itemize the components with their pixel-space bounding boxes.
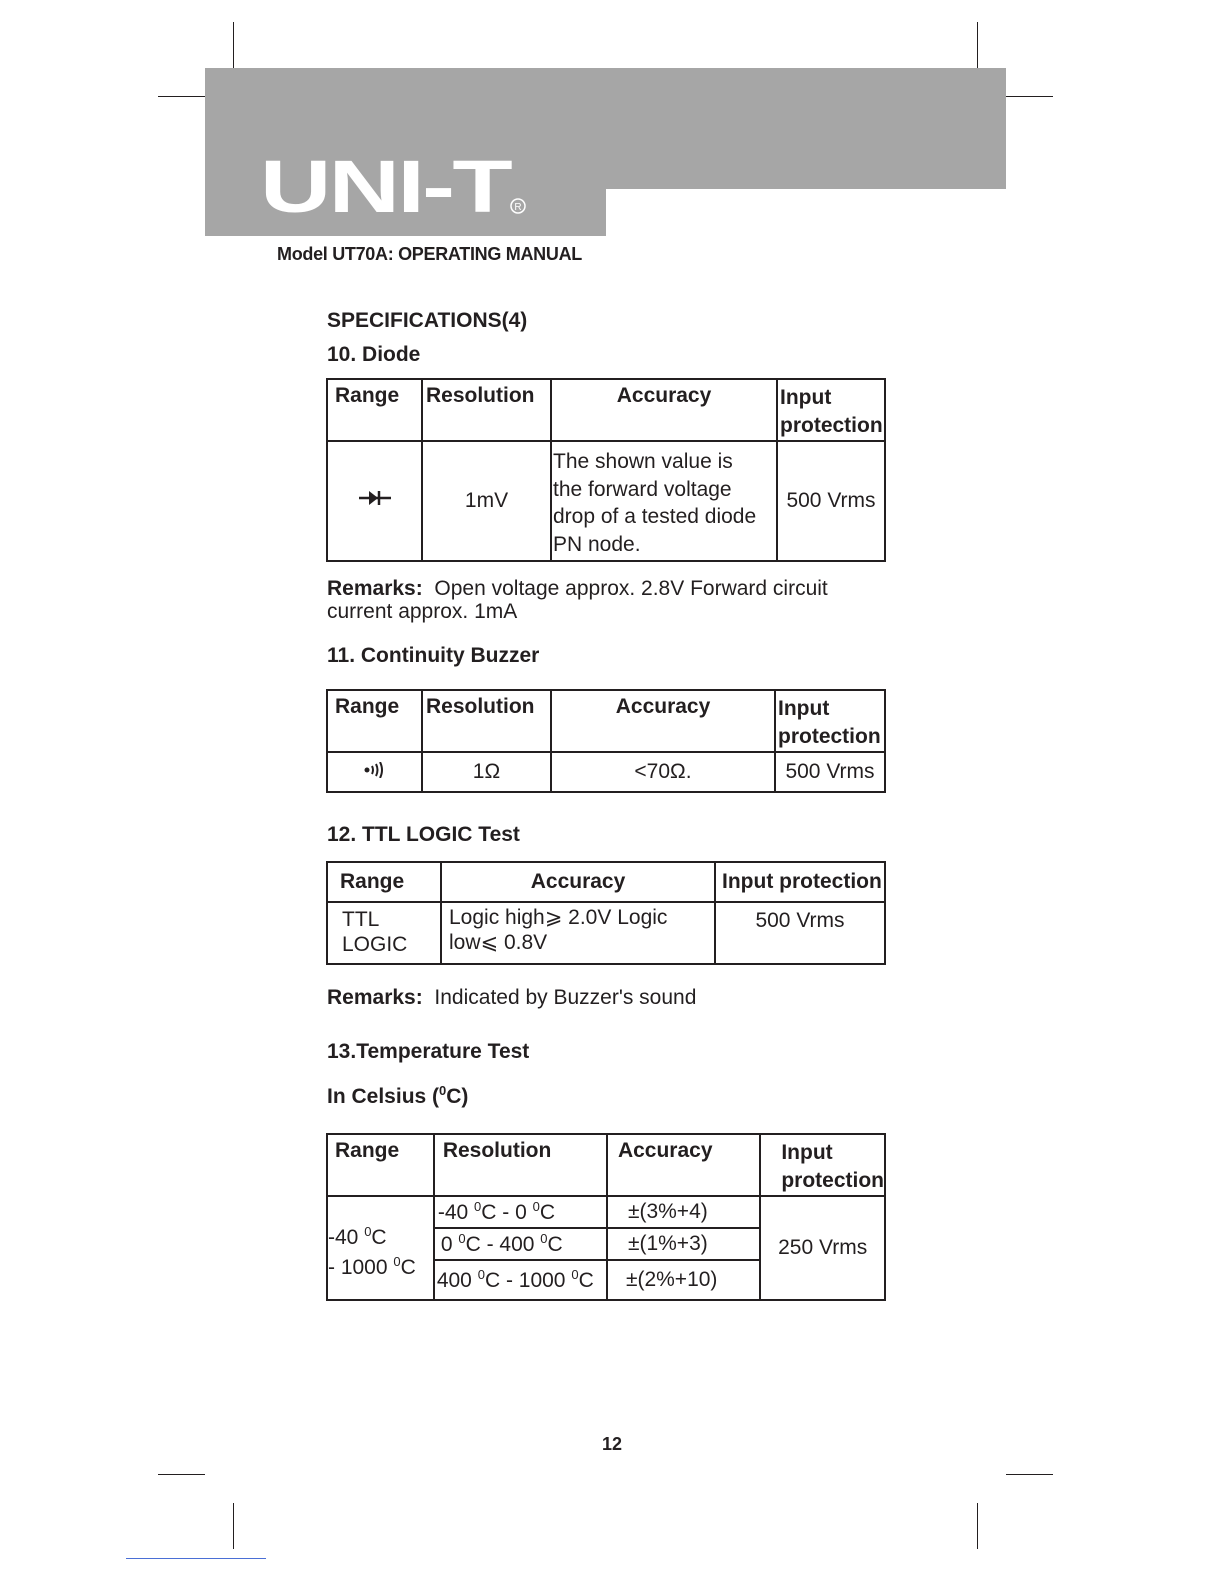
table-header-row xyxy=(327,690,885,752)
temperature-table xyxy=(326,1133,886,1301)
range-cell xyxy=(327,1196,434,1300)
accuracy-cell: ±(3%+4) xyxy=(607,1196,760,1228)
range-cell xyxy=(327,441,422,561)
accuracy-cell: <70Ω. xyxy=(551,752,775,792)
accuracy-cell xyxy=(441,902,715,964)
accuracy-line: low⩽ 0.8V xyxy=(449,931,548,954)
accuracy-line: Logic high⩾ 2.0V Logic xyxy=(449,906,668,929)
temperature-subheading: In Celsius ($^0$C) xyxy=(327,1083,469,1108)
accuracy-line: The shown value is xyxy=(553,450,733,473)
crop-mark xyxy=(1006,96,1053,97)
header-accuracy: Accuracy xyxy=(607,1134,760,1196)
header-input-line1: Input xyxy=(778,697,830,720)
accuracy-cell: ±(1%+3) xyxy=(607,1228,760,1260)
header-range: Range xyxy=(327,1134,434,1196)
header-accuracy: Accuracy xyxy=(441,862,715,902)
accuracy-line: drop of a tested diode xyxy=(553,505,757,528)
crop-mark xyxy=(158,96,205,97)
accuracy-line: PN node. xyxy=(553,532,641,556)
resolution-cell: 1Ω xyxy=(422,752,551,792)
header-input-protection: Input protection xyxy=(715,862,885,902)
svg-text:R: R xyxy=(514,202,522,213)
page-number: 12 xyxy=(601,1434,623,1454)
header-input-protection xyxy=(775,690,885,752)
header-range: Range xyxy=(327,379,422,441)
table-row xyxy=(327,441,885,561)
logo-text: UNI-T xyxy=(260,150,513,220)
resolution-cell: 1mV xyxy=(422,441,551,561)
input-protection-cell: 500 Vrms xyxy=(715,902,885,964)
remarks-text: Indicated by Buzzer's sound xyxy=(434,986,697,1009)
header-resolution: Resolution xyxy=(422,690,551,752)
crop-mark xyxy=(233,1503,234,1549)
table-row xyxy=(327,1196,885,1228)
remarks-text: current approx. 1mA xyxy=(327,600,518,623)
range-line: LOGIC xyxy=(342,933,408,956)
resolution-cell: 0 $^0$C - 400 $^0$C xyxy=(434,1228,607,1260)
ttl-remarks xyxy=(327,986,897,1009)
range-line: -40 $^0$C xyxy=(328,1224,387,1249)
range-line: TTL xyxy=(342,908,380,931)
resolution-cell: -40 $^0$C - 0 $^0$C xyxy=(434,1196,607,1228)
accuracy-cell xyxy=(551,441,777,561)
range-cell xyxy=(327,902,441,964)
accuracy-cell: ±(2%+10) xyxy=(607,1260,760,1300)
crop-mark xyxy=(977,22,978,68)
diode-heading: 10. Diode xyxy=(327,343,421,366)
input-protection-cell: 500 Vrms xyxy=(777,441,885,561)
temperature-heading: 13.Temperature Test xyxy=(327,1040,530,1063)
section-title: SPECIFICATIONS(4) xyxy=(327,309,528,332)
header-range: Range xyxy=(327,862,441,902)
ttl-table xyxy=(326,861,886,965)
diode-remarks xyxy=(327,577,897,623)
crop-mark xyxy=(977,1503,978,1549)
header-input-line2: protection xyxy=(781,1169,884,1192)
crop-mark xyxy=(233,22,234,68)
header-input-line2: protection xyxy=(778,725,881,748)
table-row xyxy=(327,752,885,792)
manual-title: Model UT70A: OPERATING MANUAL xyxy=(277,244,582,264)
header-input-protection xyxy=(777,379,885,441)
range-cell xyxy=(327,752,422,792)
table-row xyxy=(327,902,885,964)
header-resolution: Resolution xyxy=(422,379,551,441)
ttl-heading: 12. TTL LOGIC Test xyxy=(327,823,520,846)
crop-mark xyxy=(1006,1474,1053,1475)
remarks-text: Open voltage approx. 2.8V Forward circuit xyxy=(434,577,828,600)
table-header-row xyxy=(327,379,885,441)
accuracy-line: the forward voltage xyxy=(553,477,732,501)
remarks-label: Remarks: xyxy=(327,986,423,1009)
header-input-line1: Input xyxy=(780,386,832,409)
diode-symbol-icon xyxy=(357,488,393,508)
input-protection-cell: 250 Vrms xyxy=(760,1196,885,1300)
footer-underline xyxy=(126,1558,266,1559)
remarks-label: Remarks: xyxy=(327,577,423,600)
header-accuracy: Accuracy xyxy=(551,690,775,752)
diode-table xyxy=(326,378,886,562)
header-input-line2: protection xyxy=(780,414,883,437)
table-header-row xyxy=(327,1134,885,1196)
header-input-protection xyxy=(760,1134,885,1196)
resolution-cell: 400 $^0$C - 1000 $^0$C xyxy=(434,1260,607,1300)
header-range: Range xyxy=(327,690,422,752)
continuity-heading: 11. Continuity Buzzer xyxy=(327,644,540,667)
continuity-table xyxy=(326,689,886,793)
header-accuracy: Accuracy xyxy=(551,379,777,441)
buzzer-sound-icon xyxy=(364,762,386,778)
header-input-line1: Input xyxy=(781,1141,833,1164)
table-header-row xyxy=(327,862,885,902)
uni-t-logo xyxy=(260,150,540,220)
range-line: - 1000 $^0$C xyxy=(328,1254,416,1279)
crop-mark xyxy=(158,1474,205,1475)
input-protection-cell: 500 Vrms xyxy=(775,752,885,792)
header-resolution: Resolution xyxy=(434,1134,607,1196)
